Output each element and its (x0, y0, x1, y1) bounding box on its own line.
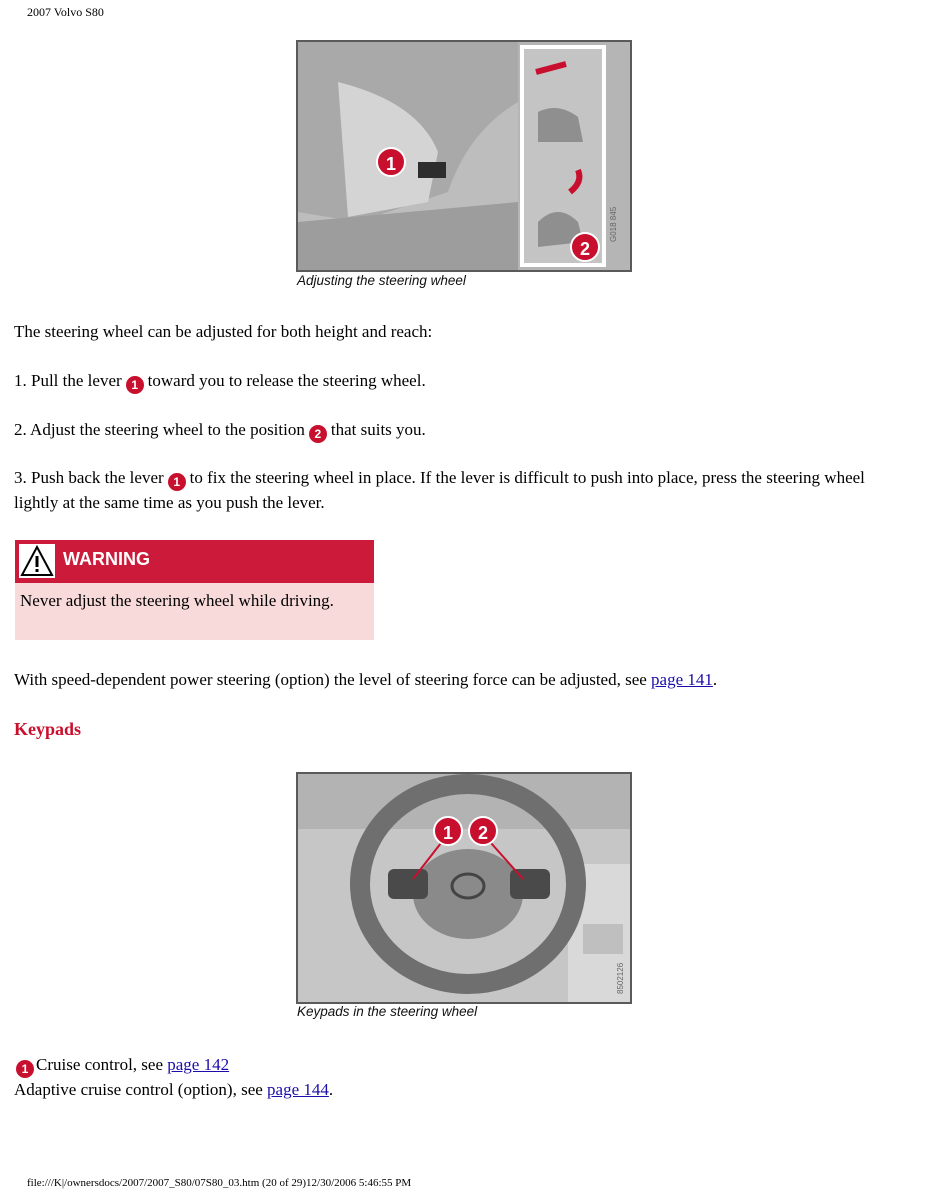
page-141-link[interactable]: page 141 (651, 670, 713, 689)
position-2-icon: 2 (309, 425, 327, 443)
warning-body (15, 583, 374, 640)
step-2-text: 2. Adjust the steering wheel to the position (14, 420, 305, 439)
power-steering-sentence: With speed-dependent power steering (option) the level of steering force can be adjusted, see (14, 670, 647, 689)
step-3-text: 3. Push back the lever (14, 468, 164, 487)
adaptive-cruise-text: Adaptive cruise control (option), see (14, 1080, 263, 1099)
adaptive-cruise-line (14, 1078, 333, 1101)
page-144-link[interactable]: page 144 (267, 1080, 329, 1099)
step-1 (14, 369, 426, 394)
figure2-code: 8502126 (616, 962, 625, 994)
callout-1-badge: 1 (376, 147, 406, 177)
step-2 (14, 418, 426, 443)
cruise-1-icon: 1 (16, 1060, 34, 1078)
step-3 (14, 466, 894, 514)
cruise-text: Cruise control, see (36, 1055, 163, 1074)
callout-2-badge: 2 (570, 232, 600, 262)
step-1-text-end: toward you to release the steering wheel. (147, 371, 426, 390)
lever-1-icon: 1 (168, 473, 186, 491)
step-2-text-end: that suits you. (330, 420, 426, 439)
steering-adjust-figure (296, 40, 632, 272)
cruise-control-line (14, 1053, 229, 1078)
keypad-callout-2-badge: 2 (468, 816, 498, 846)
figure1-caption: Adjusting the steering wheel (297, 273, 466, 288)
page-header: 2007 Volvo S80 (27, 5, 104, 19)
keypads-figure (296, 772, 632, 1004)
keypad-callout-1-badge: 1 (433, 816, 463, 846)
page-footer: file:///K|/ownersdocs/2007/2007_S80/07S80_03.htm (20 of 29)12/30/2006 5:46:55 PM (27, 1177, 412, 1189)
warning-header (15, 540, 374, 583)
warning-title: WARNING (63, 549, 150, 569)
adaptive-cruise-end: . (328, 1080, 334, 1099)
power-steering-text (14, 668, 717, 691)
page-142-link[interactable]: page 142 (167, 1055, 230, 1074)
keypads-heading: Keypads (14, 719, 82, 739)
lever-1-icon: 1 (126, 376, 144, 394)
figure2-caption: Keypads in the steering wheel (297, 1004, 478, 1019)
step-3-text-end: to fix the steering wheel in place. If the lever is difficult to push into place, press the steering wheel lightly at the same time as you push the lever. (14, 468, 865, 512)
step-1-text: 1. Pull the lever (14, 371, 122, 390)
warning-text: Never adjust the steering wheel while driving. (20, 591, 334, 610)
intro-text: The steering wheel can be adjusted for both height and reach: (14, 322, 433, 341)
warning-triangle-icon (19, 544, 55, 578)
steering-wheel-illustration (298, 774, 630, 1002)
power-steering-end: . (712, 670, 718, 689)
figure1-code: G018 845 (609, 206, 618, 242)
